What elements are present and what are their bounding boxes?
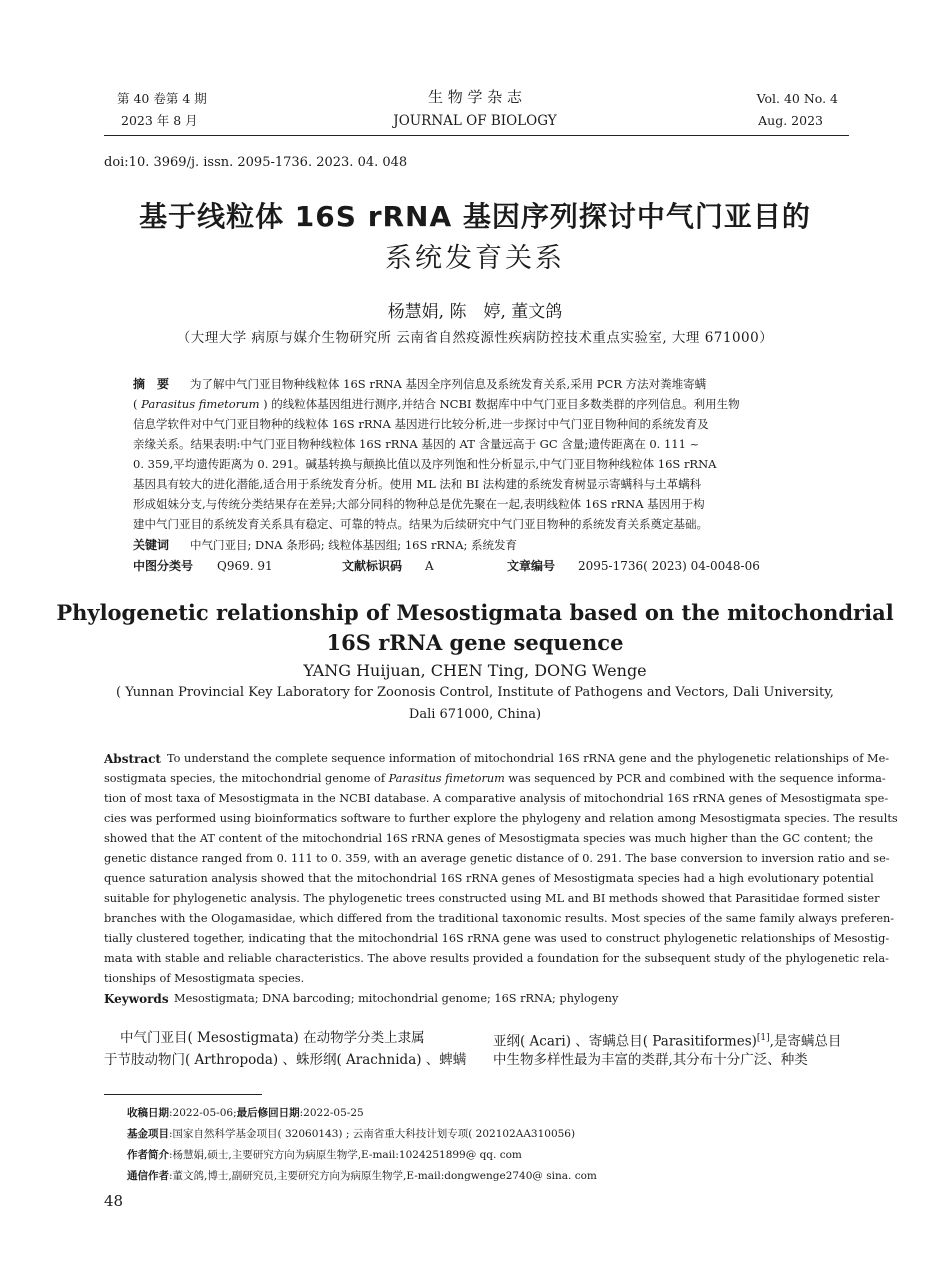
authors-cn: 杨慧娟, 陈 婷, 董文鸽	[387, 302, 563, 322]
doi: doi:10. 3969/j. issn. 2095-1736. 2023. 04. 048	[104, 155, 408, 170]
affiliation-en-line1: ( Yunnan Provincial Key Laboratory for Zoonosis Control, Institute of Pathogens and Vectors, Dali University,	[116, 685, 834, 700]
keywords-cn-label: 关键词	[133, 538, 170, 552]
abstract-cn-line-3: 信息学软件对中气门亚目物种的线粒体 16S rRNA 基因进行比较分析,进一步探讨中气门亚目物种间的系统发育及	[133, 417, 709, 431]
body-right-line-1-tail: ,是寄螨总目	[769, 1033, 842, 1050]
footnote-corresponding	[127, 1167, 597, 1185]
abstract-cn-line-8: 建中气门亚目的系统发育关系具有稳定、可靠的特点。结果为后续研究中气门亚目物种的系统发育关系奠定基础。	[133, 517, 708, 531]
title-cn-line1: 基于线粒体 16S rRNA 基因序列探讨中气门亚目的	[139, 200, 811, 233]
header-volume-cn: 第 40 卷第 4 期	[117, 91, 207, 106]
abstract-en-line-7: quence saturation analysis showed that the mitochondrial 16S rRNA genes of Mesostigmata species had a high evolutionary potential	[104, 872, 874, 885]
body-right-line-1-text: 亚纲( Acari) 、寄螨总目( Parasitiformes)	[493, 1033, 757, 1050]
corresponding-label: 通信作者	[127, 1170, 169, 1182]
abstract-en-line-4: cies was performed using bioinformatics software to further explore the phylogeny and relation among Mesostigmata species. The results	[104, 812, 898, 825]
doc-code-label: 文献标识码	[342, 559, 403, 573]
abstract-cn-line-6: 基因具有较大的进化潜能,适合用于系统发育分析。使用 ML 法和 BI 法构建的系统发育树显示寄螨科与土革螨科	[133, 477, 702, 491]
clc-label: 中图分类号	[133, 559, 194, 573]
page-number: 48	[104, 1192, 124, 1210]
affiliation-cn: （大理大学 病原与媒介生物研究所 云南省自然疫源性疾病防控技术重点实验室, 大理 671000）	[176, 330, 774, 346]
abstract-en-line-12: tionships of Mesostigmata species.	[104, 972, 305, 985]
title-cn-line2: 系统发育关系	[385, 243, 565, 274]
affiliation-en-line2: Dali 671000, China)	[408, 707, 542, 722]
fund-text: :国家自然科学基金项目( 32060143) ; 云南省重大科技计划专项( 202102AA310056)	[169, 1128, 576, 1140]
body-left-line-2: 于节肢动物门( Arthropoda) 、蛛形纲( Arachnida) 、蜱螨	[104, 1052, 467, 1068]
corresponding-text: :董文鸽,博士,副研究员,主要研究方向为病原生物学,E-mail:dongwenge2740@ sina. com	[169, 1170, 597, 1182]
header-rule	[104, 135, 849, 136]
footnote-author	[127, 1146, 522, 1164]
abstract-en-label: Abstract	[104, 752, 161, 766]
abstract-cn-line-2: ( Parasitus fimetorum ) 的线粒体基因组进行测序,并结合 NCBI 数据库中中气门亚目多数类群的序列信息。利用生物	[133, 397, 740, 411]
article-no-value: 2095-1736( 2023) 04-0048-06	[578, 559, 760, 573]
abstract-en-line-1: To understand the complete sequence information of mitochondrial 16S rRNA gene and the phylogenetic relationships of Me-	[167, 752, 890, 765]
footnote-rule	[104, 1094, 262, 1095]
header-journal-en: JOURNAL OF BIOLOGY	[393, 113, 557, 129]
abstract-en-line-3: tion of most taxa of Mesostigmata in the NCBI database. A comparative analysis of mitochondrial 16S rRNA genes of Mesostigmata spe-	[104, 792, 889, 805]
header-date-en: Aug. 2023	[758, 113, 823, 128]
header-date-cn: 2023 年 8 月	[121, 113, 198, 128]
keywords-en-text: Mesostigmata; DNA barcoding; mitochondrial genome; 16S rRNA; phylogeny	[174, 992, 619, 1005]
article-no-label: 文章编号	[507, 559, 556, 573]
footnote-dates	[127, 1104, 364, 1122]
header-volume-en: Vol. 40 No. 4	[756, 91, 838, 106]
abstract-en-line-6: genetic distance ranged from 0. 111 to 0. 359, with an average genetic distance of 0. 291. The base conversion to inversion ratio and se-	[104, 852, 890, 865]
body-right-line-2: 中生物多样性最为丰富的类群,其分布十分广泛、种类	[493, 1052, 808, 1068]
doc-code-value: A	[425, 559, 434, 573]
header-journal-cn: 生 物 学 杂 志	[427, 88, 523, 106]
abstract-cn-line-5: 0. 359,平均遗传距离为 0. 291。碱基转换与颠换比值以及序列饱和性分析显示,中气门亚目物种线粒体 16S rRNA	[133, 457, 717, 471]
body-left-line-1: 中气门亚目( Mesostigmata) 在动物学分类上隶属	[120, 1030, 425, 1046]
author-label: 作者简介	[127, 1149, 169, 1161]
abstract-en-line-10: tially clustered together, indicating that the mitochondrial 16S rRNA gene was used to construct phylogenetic relationships of Mesostig-	[104, 932, 890, 945]
title-en-line2: 16S rRNA gene sequence	[326, 630, 624, 655]
footnote-fund	[127, 1125, 575, 1143]
authors-en: YANG Huijuan, CHEN Ting, DONG Wenge	[303, 661, 647, 680]
clc-value: Q969. 91	[217, 559, 273, 573]
revised-label: 最后修回日期	[236, 1107, 300, 1119]
abstract-cn-line-7: 形成姐妹分支,与传统分类结果存在差异;大部分同科的物种总是优先聚在一起,表明线粒体 16S rRNA 基因用于构	[133, 497, 705, 511]
received-label: 收稿日期	[127, 1107, 169, 1119]
abstract-en-line-2: sostigmata species, the mitochondrial genome of Parasitus fimetorum was sequenced by PCR and combined with the sequence informa-	[104, 772, 886, 785]
abstract-en-line-8: suitable for phylogenetic analysis. The phylogenetic trees constructed using ML and BI methods showed that Parasitidae formed sister	[104, 892, 880, 905]
abstract-cn-label: 摘 要	[133, 377, 170, 391]
keywords-cn-text: 中气门亚目; DNA 条形码; 线粒体基因组; 16S rRNA; 系统发育	[190, 538, 518, 552]
abstract-en-line-9: branches with the Ologamasidae, which differed from the traditional taxonomic results. Most species of the same family always preferen-	[104, 912, 895, 925]
author-text: :杨慧娟,硕士,主要研究方向为病原生物学,E-mail:1024251899@ qq. com	[169, 1149, 522, 1161]
keywords-en-label: Keywords	[104, 992, 169, 1006]
abstract-cn-line-1: 为了解中气门亚目物种线粒体 16S rRNA 基因全序列信息及系统发育关系,采用 PCR 方法对粪堆寄螨	[190, 377, 707, 391]
revised-date: :2022-05-25	[299, 1107, 364, 1119]
title-en-line1: Phylogenetic relationship of Mesostigmata based on the mitochondrial	[56, 600, 894, 625]
fund-label: 基金项目	[127, 1128, 169, 1140]
abstract-en-line-5: showed that the AT content of the mitochondrial 16S rRNA genes of Mesostigmata species was much higher than the GC content; the	[104, 832, 874, 845]
abstract-cn-line-4: 亲缘关系。结果表明:中气门亚目物种线粒体 16S rRNA 基因的 AT 含量远高于 GC 含量;遗传距离在 0. 111 ~	[133, 437, 700, 451]
citation-ref[interactable]: [1]	[756, 1033, 770, 1043]
abstract-en-line-11: mata with stable and reliable characteristics. The above results provided a foundation for the subsequent study of the phylogenetic rela-	[104, 952, 889, 965]
received-date: :2022-05-06;	[169, 1107, 237, 1119]
